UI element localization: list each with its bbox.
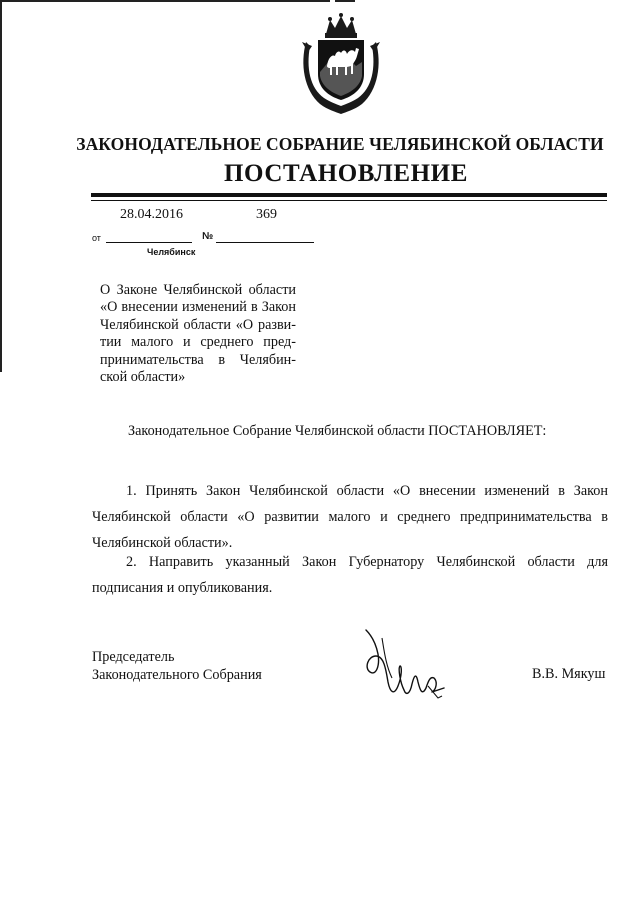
date-underline (106, 242, 192, 243)
signer-position-line: Законодательного Собрания (92, 667, 262, 683)
chelyabinsk-coat-of-arms-icon (298, 12, 384, 116)
number-underline (216, 242, 314, 243)
signer-position (92, 648, 262, 684)
subject-line: тии малого и среднего пред- (100, 334, 296, 351)
document-date: 28.04.2016 (120, 207, 183, 222)
document-number: 369 (256, 207, 277, 222)
date-label: от (92, 233, 101, 243)
document-type-title: ПОСТАНОВЛЕНИЕ (223, 160, 469, 187)
subject-line: О Законе Челябинской области (100, 282, 296, 298)
subject-line: ской области» (100, 369, 186, 386)
subject-line: Челябинской области «О разви- (100, 316, 296, 333)
header-rule-thin (91, 200, 607, 201)
resolution-item-1: 1. Принять Закон Челябинской области «О внесении изменений в Закон Челябинской области «О развитии малого и среднего предпринимательства в Челябинской области». (92, 483, 608, 551)
preamble: Законодательное Собрание Челябинской области ПОСТАНОВЛЯЕТ: (128, 423, 547, 439)
signer-name: В.В. Мякуш (532, 666, 606, 682)
document-subject (100, 282, 296, 386)
number-label: № (202, 231, 214, 242)
city-label: Челябинск (147, 247, 196, 257)
scan-edge-top-fragment (335, 0, 355, 2)
organization-title: ЗАКОНОДАТЕЛЬНОЕ СОБРАНИЕ ЧЕЛЯБИНСКОЙ ОБЛАСТИ (76, 134, 604, 154)
header-rule-thick (91, 193, 607, 197)
scan-edge-top (0, 0, 330, 2)
subject-line: «О внесении изменений в Закон (100, 299, 296, 316)
signer-position-line: Председатель (92, 649, 175, 665)
handwritten-signature-icon (358, 626, 450, 712)
subject-line: принимательства в Челябин- (100, 351, 296, 368)
resolution-item-2: 2. Направить указанный Закон Губернатору Челябинской области для подписания и опубликования. (92, 554, 608, 596)
